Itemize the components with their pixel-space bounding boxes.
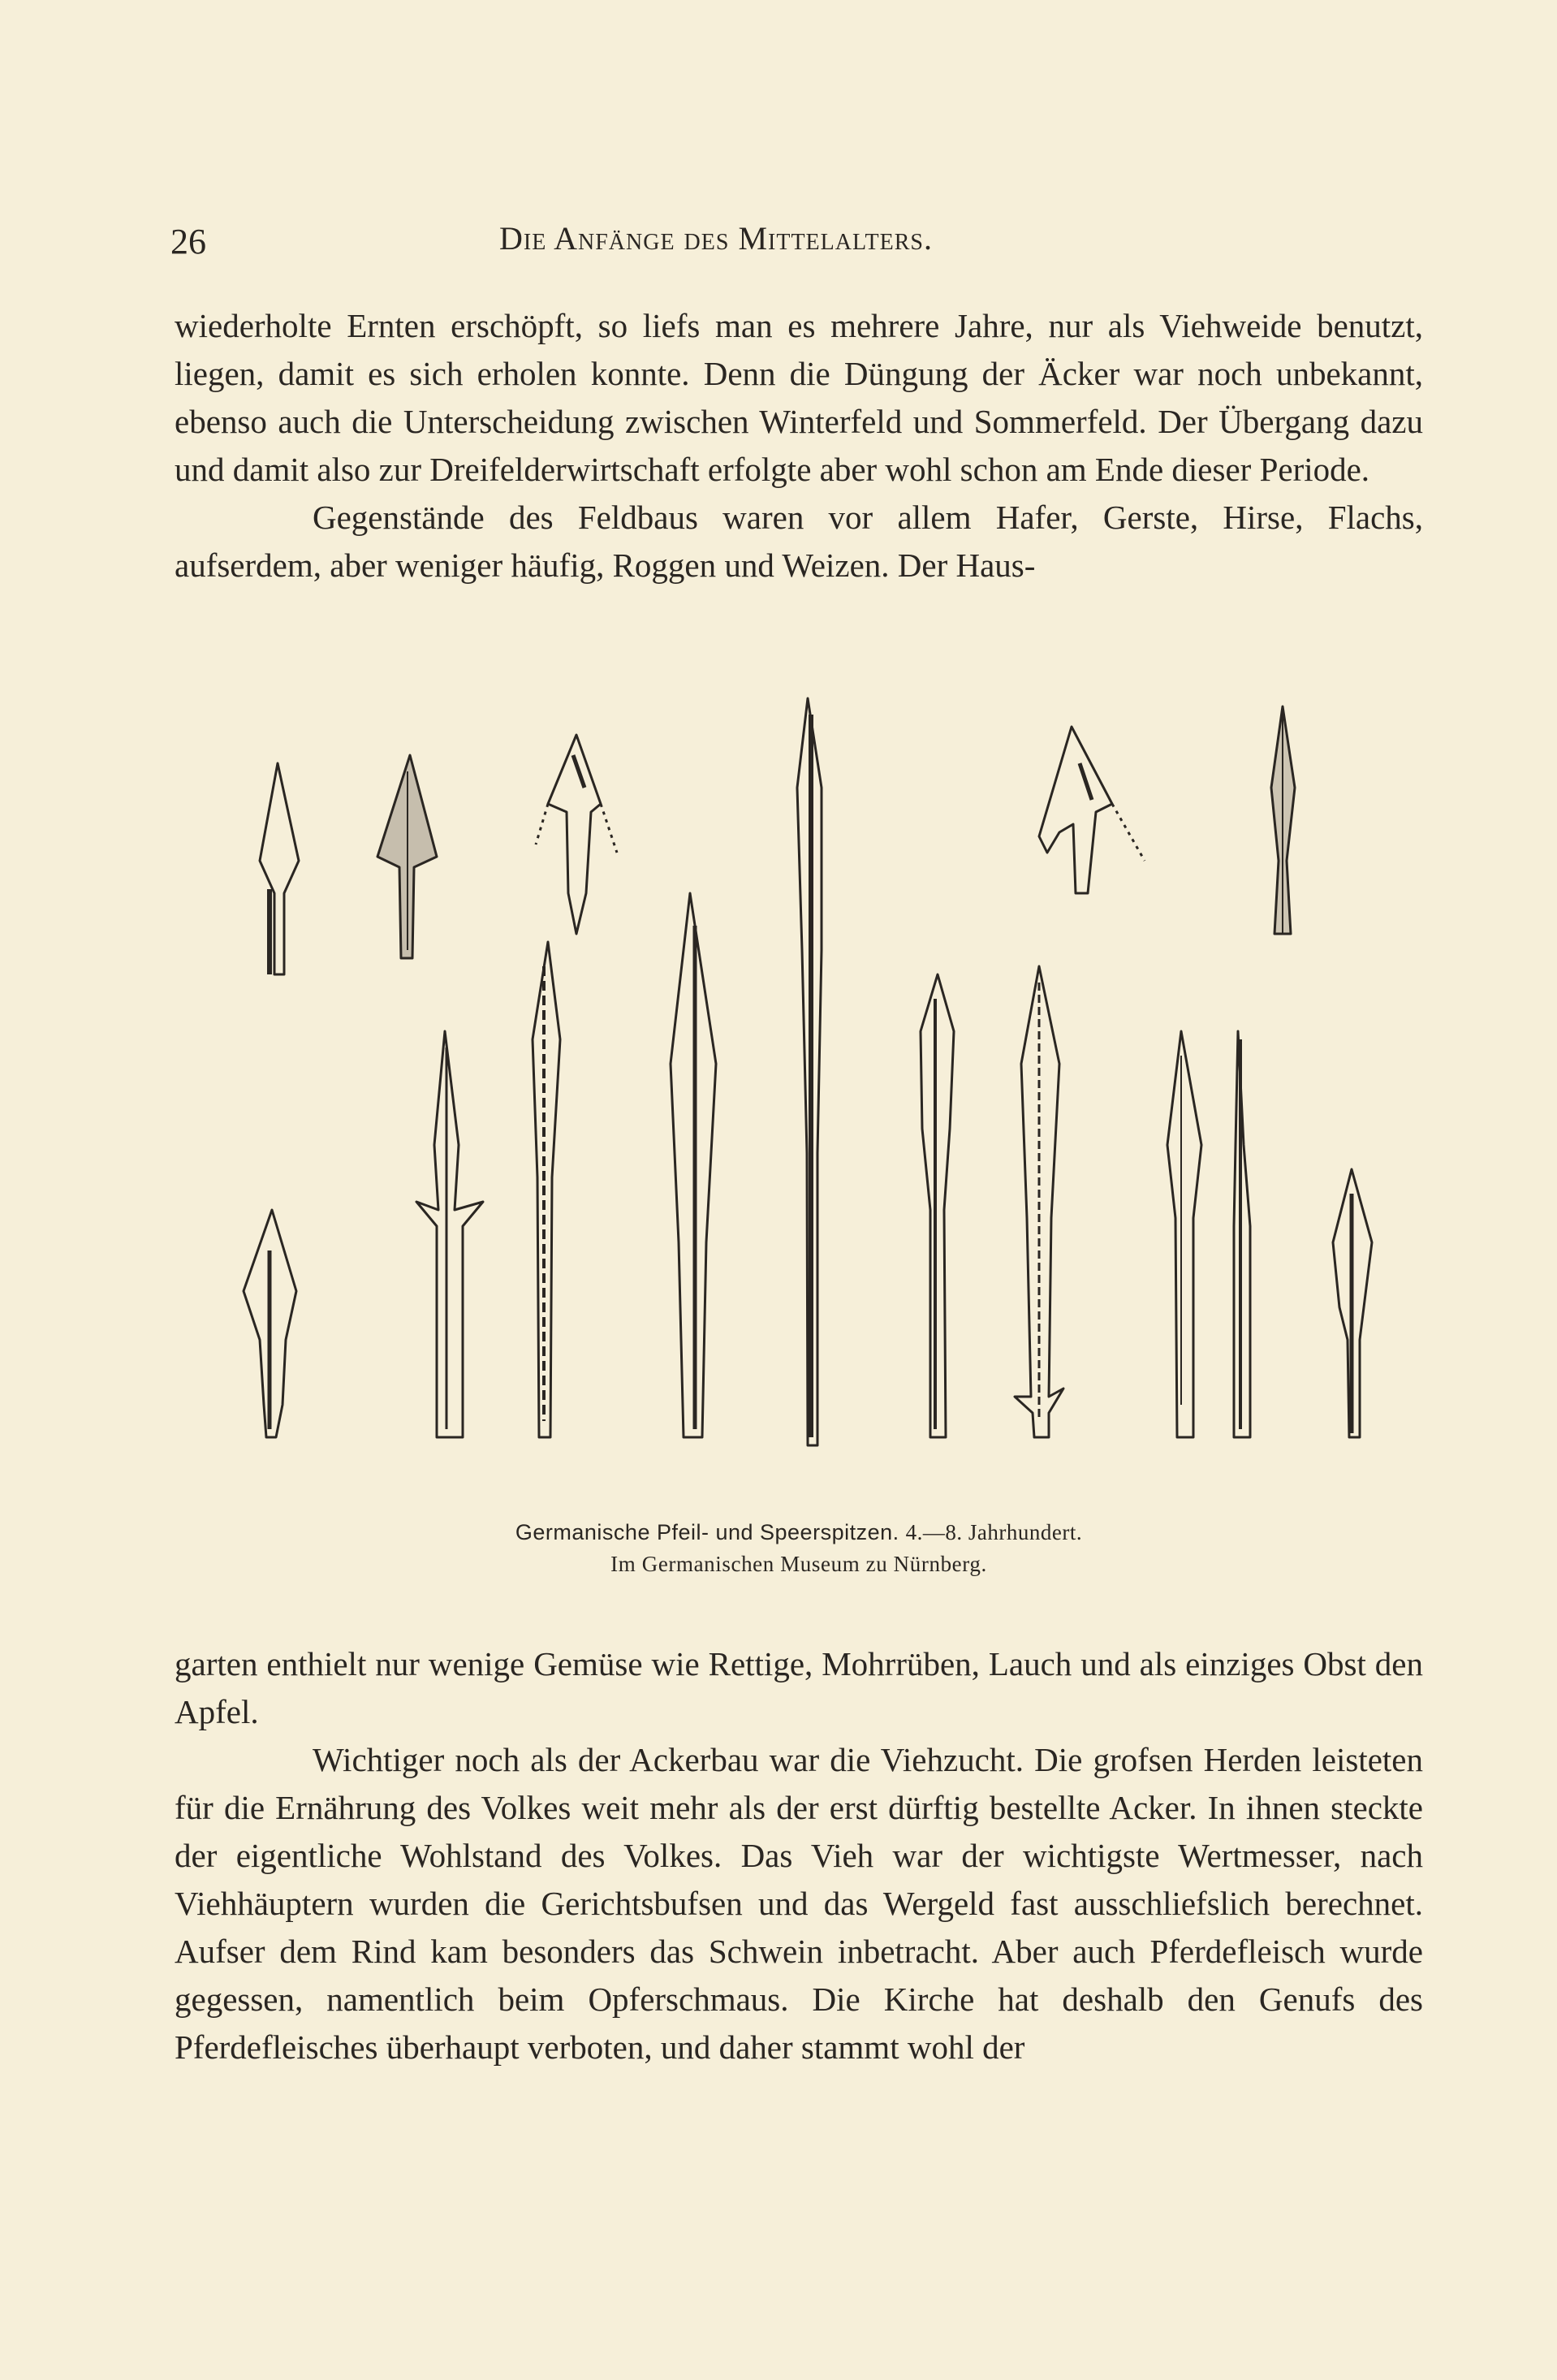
- spearhead-6: [1015, 966, 1063, 1437]
- page-number: 26: [170, 222, 206, 261]
- spearhead-2: [416, 1031, 483, 1437]
- spearhead-1: [244, 1210, 296, 1437]
- paragraph: wiederholte Ernten erschöpft, so liefs man es mehrere Jahre, nur als Viehweide benutzt, liegen, damit es sich erholen konnte. Denn die Düngung der Äcker war noch unbekannt, ebenso auch die Unterscheidung zwischen Winterfeld und Sommerfeld. Der Übergang dazu und damit also zur Dreifelderwirtschaft erfolgte aber wohl schon am Ende dieser Periode.: [175, 307, 1423, 488]
- paragraph: Wichtiger noch als der Ackerbau war die Viehzucht. Die grofsen Herden leisteten für die Ernährung des Volkes weit mehr als der erst dürftig bestellte Acker. In ihnen steckte der eigentliche Wohlstand des Volkes. Das Vieh war der wichtigste Wertmesser, nach Viehhäuptern wurden die Gerichtsbufsen und das Wergeld fast ausschliefslich berechnet. Aufser dem Rind kam besonders das Schwein inbetracht. Aber auch Pferdefleisch wurde gegessen, namentlich beim Opferschmaus. Die Kirche hat deshalb den Genufs des Pferdefleisches überhaupt verboten, und daher stammt wohl der: [175, 1741, 1423, 2066]
- arrowhead-3: [536, 735, 617, 934]
- arrowhead-4: [1039, 727, 1145, 893]
- spearhead-8: [1234, 1031, 1250, 1437]
- spearheads-drawing: [219, 690, 1413, 1494]
- paragraph: garten enthielt nur wenige Gemüse wie Rettige, Mohrrüben, Lauch und als einziges Obst den Apfel.: [175, 1645, 1423, 1730]
- arrowhead-1: [260, 763, 299, 974]
- spearhead-7: [1167, 1031, 1201, 1437]
- caption-line-1: [175, 1520, 1423, 1545]
- spearhead-illustration: [219, 690, 1413, 1494]
- text-block-bottom: [175, 1640, 1423, 2071]
- paragraph: Gegenstände des Feldbaus waren vor allem Hafer, Gerste, Hirse, Flachs, aufserdem, aber weniger häufig, Roggen und Weizen. Der Haus-: [175, 499, 1423, 584]
- figure-caption: [175, 1520, 1423, 1577]
- caption-line-2: Im Germanischen Museum zu Nürnberg.: [610, 1552, 987, 1576]
- arrowhead-5: [1271, 706, 1295, 934]
- spearhead-3: [533, 942, 560, 1437]
- spearhead-5: [921, 974, 954, 1437]
- text-block-top: [175, 302, 1423, 590]
- chapter-title: Die Anfänge des Mittelalters.: [499, 220, 933, 257]
- arrowhead-2: [377, 755, 437, 958]
- running-head: [170, 213, 1421, 270]
- long-spear: [797, 698, 822, 1445]
- caption-date: 4.—8. Jahrhundert.: [905, 1520, 1083, 1544]
- caption-title: Germanische Pfeil- und Speerspitzen.: [515, 1520, 899, 1544]
- spearhead-4: [671, 893, 716, 1437]
- spearhead-9: [1333, 1169, 1372, 1437]
